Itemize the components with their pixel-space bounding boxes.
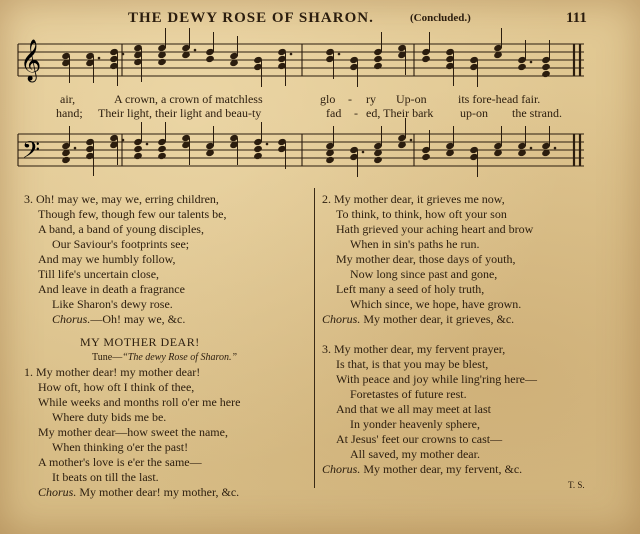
lyric-syllable: its fore-head fair. — [458, 92, 541, 106]
note-dot — [530, 147, 533, 150]
lyric-syllable: - — [348, 92, 352, 106]
note-head — [373, 55, 383, 63]
verse-line: Till life's uncertain close, — [38, 267, 160, 281]
verse-line: My mother dear—how sweet the name, — [38, 425, 228, 439]
verse-line: With peace and joy while ling'ring here— — [336, 372, 537, 386]
treble-staff — [18, 28, 584, 87]
right-column — [322, 192, 622, 477]
chorus-label: Chorus. — [322, 462, 361, 476]
note-head — [133, 152, 143, 160]
note-head — [61, 156, 71, 164]
note-head — [421, 153, 431, 161]
chorus-line — [322, 312, 622, 327]
verse-line: My mother dear, those days of youth, — [336, 252, 516, 266]
lyric-syllable: the strand. — [512, 106, 562, 120]
tune-line — [92, 350, 314, 365]
lyric-syllable: ed, Their bark — [366, 106, 434, 120]
verse-line: Foretastes of future rest. — [350, 387, 467, 401]
verse-line: In yonder heavenly sphere, — [350, 417, 480, 431]
note-head — [373, 62, 383, 70]
lyric-syllable: glo — [320, 92, 336, 106]
lyric-syllable: Up-on — [396, 92, 427, 106]
note-dot — [74, 147, 77, 150]
chorus-text: My mother dear, my fervent, &c. — [363, 462, 523, 476]
bass-clef-icon: 𝄢 — [22, 136, 41, 169]
verse-line: 3. Oh! may we, may we, erring children, — [24, 192, 219, 206]
verse-line: When in sin's paths he run. — [350, 237, 480, 251]
column-divider — [314, 188, 315, 488]
note-head — [157, 145, 167, 153]
note-dot — [410, 139, 413, 142]
verse-line: At Jesus' feet our crowns to cast— — [336, 432, 503, 446]
lyric-syllable: ry — [366, 92, 376, 106]
verse-line: Left many a seed of holy truth, — [336, 282, 485, 296]
left-column — [24, 192, 314, 500]
tune-prefix: Tune— — [92, 352, 123, 363]
note-dot — [122, 139, 125, 142]
page-number: 111 — [566, 10, 587, 26]
note-dot — [98, 57, 101, 60]
page-subtitle: (Concluded.) — [410, 12, 471, 24]
verse-line: And that we all may meet at last — [336, 402, 491, 416]
verse-line: Where duty bids me be. — [52, 410, 167, 424]
verse-line: To think, to think, how oft your son — [336, 207, 507, 221]
note-dot — [338, 53, 341, 56]
lyric-syllable: up-on — [460, 106, 488, 120]
lyric-syllable: fad — [326, 106, 342, 120]
chorus-label: Chorus. — [322, 312, 361, 326]
note-dot — [194, 49, 197, 52]
verse-line: Is that, is that you may be blest, — [336, 357, 489, 371]
note-head — [157, 152, 167, 160]
chorus-label: Chorus. — [52, 312, 91, 326]
verse-line: Our Saviour's footprints see; — [52, 237, 190, 251]
note-dot — [554, 147, 557, 150]
verse-line: When thinking o'er the past! — [52, 440, 189, 454]
music-score — [0, 0, 640, 180]
chorus-label: Chorus. — [38, 485, 77, 499]
lyric-syllable: air, — [60, 92, 76, 106]
note-head — [133, 145, 143, 153]
note-head — [541, 70, 551, 78]
lyric-syllable: Their light, their light and beau-ty — [98, 106, 262, 120]
treble-clef-icon: 𝄞 — [20, 40, 42, 81]
note-head — [253, 145, 263, 153]
note-dot — [530, 61, 533, 64]
note-head — [373, 156, 383, 164]
verse-line: How oft, how oft I think of thee, — [38, 380, 195, 394]
note-head — [541, 63, 551, 71]
verse-line: Which since, we hope, have grown. — [350, 297, 522, 311]
verse-line: All saved, my mother dear. — [350, 447, 480, 461]
verse-line: 3. My mother dear, my fervent prayer, — [322, 342, 506, 356]
chorus-text: —Oh! may we, &c. — [90, 312, 186, 326]
chorus-text: My mother dear! my mother, &c. — [79, 485, 240, 499]
note-dot — [290, 53, 293, 56]
note-head — [517, 63, 527, 71]
verse-line: 2. My mother dear, it grieves me now, — [322, 192, 505, 206]
verse-line: And may we humbly follow, — [38, 252, 176, 266]
lyric-line-1 — [56, 92, 596, 106]
note-dot — [122, 53, 125, 56]
verse-line: Like Sharon's dewy rose. — [52, 297, 173, 311]
verse-line: 1. My mother dear! my mother dear! — [24, 365, 201, 379]
lyric-line-2 — [56, 106, 596, 120]
note-head — [157, 58, 167, 66]
verse-line: It beats on till the last. — [52, 470, 159, 484]
chorus-line — [24, 312, 314, 327]
note-head — [253, 152, 263, 160]
note-head — [325, 156, 335, 164]
verse-line: Though few, though few our talents be, — [38, 207, 227, 221]
verse-line: A band, a band of young disciples, — [38, 222, 204, 236]
chorus-line — [322, 462, 622, 477]
tune-name: “The dewy Rose of Sharon.” — [122, 352, 238, 363]
chorus-text: My mother dear, it grieves, &c. — [363, 312, 515, 326]
verse-line: While weeks and months roll o'er me here — [38, 395, 241, 409]
verse-line: Now long since past and gone, — [350, 267, 498, 281]
note-head — [421, 55, 431, 63]
verse-line: And leave in death a fragrance — [38, 282, 185, 296]
verse-line: A mother's love is e'er the same— — [38, 455, 202, 469]
note-dot — [362, 151, 365, 154]
note-head — [205, 55, 215, 63]
hymn-title: MY MOTHER DEAR! — [80, 335, 200, 349]
lyric-syllable: A crown, a crown of matchless — [114, 92, 263, 106]
note-dot — [266, 143, 269, 146]
author-initials: T. S. — [568, 480, 585, 490]
page-title: THE DEWY ROSE OF SHARON. — [128, 10, 374, 26]
note-dot — [146, 143, 149, 146]
lyric-syllable: - — [354, 106, 358, 120]
verse-line: Hath grieved your aching heart and brow — [336, 222, 534, 236]
bass-staff — [18, 118, 584, 177]
chorus-line — [24, 485, 314, 500]
lyric-syllable: hand; — [56, 106, 83, 120]
